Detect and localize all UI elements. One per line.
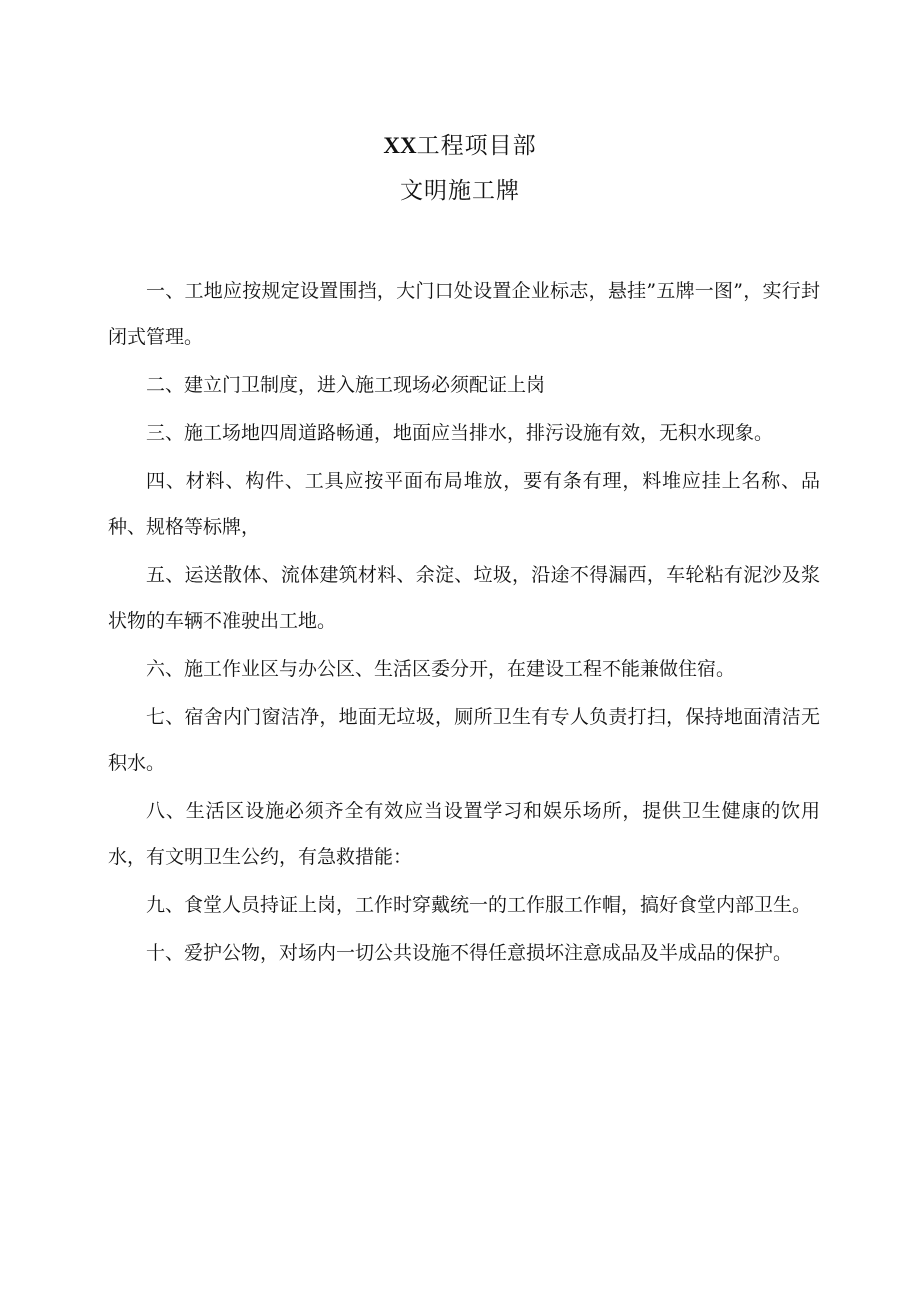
paragraph-4: 四、材料、构件、工具应按平面布局堆放，要有条有理，料堆应挂上名称、品种、规格等标牌， — [108, 470, 820, 538]
paragraph-8: 八、生活区设施必须齐全有效应当设置学习和娱乐场所，提供卫生健康的饮用水，有文明卫生公约，有急救措能： — [108, 800, 820, 868]
document-subtitle: 文明施工牌 — [400, 178, 520, 204]
paragraph-6: 六、施工作业区与办公区、生活区委分开，在建设工程不能兼做住宿。 — [146, 658, 736, 680]
title-rest: 工程项目部 — [416, 133, 537, 159]
paragraph-10: 十、爱护公物，对场内一切公共设施不得任意损坏注意成品及半成品的保护。 — [146, 942, 793, 964]
paragraph-5: 五、运送散体、流体建筑材料、余淀、垃圾，沿途不得漏西，车轮粘有泥沙及浆状物的车辆不准驶出工地。 — [108, 564, 820, 632]
paragraph-1: 一、工地应按规定设置围挡，大门口处设置企业标志，悬挂”五牌一图”，实行封闭式管理。 — [108, 280, 820, 348]
document-title — [0, 126, 920, 166]
paragraph-9: 九、食堂人员持证上岗，工作时穿戴统一的工作服工作帽，搞好食堂内部卫生。 — [146, 894, 812, 916]
title-block — [0, 126, 920, 211]
document-body — [108, 268, 820, 978]
paragraph-2: 二、建立门卫制度，进入施工现场必须配证上岗 — [146, 374, 546, 396]
paragraph-3: 三、施工场地四周道路畅通，地面应当排水，排污设施有效，无积水现象。 — [146, 422, 774, 444]
title-prefix: XX — [383, 133, 417, 158]
paragraph-7: 七、宿舍内门窗洁净，地面无垃圾，厕所卫生有专人负责打扫，保持地面清洁无积水。 — [108, 706, 820, 774]
